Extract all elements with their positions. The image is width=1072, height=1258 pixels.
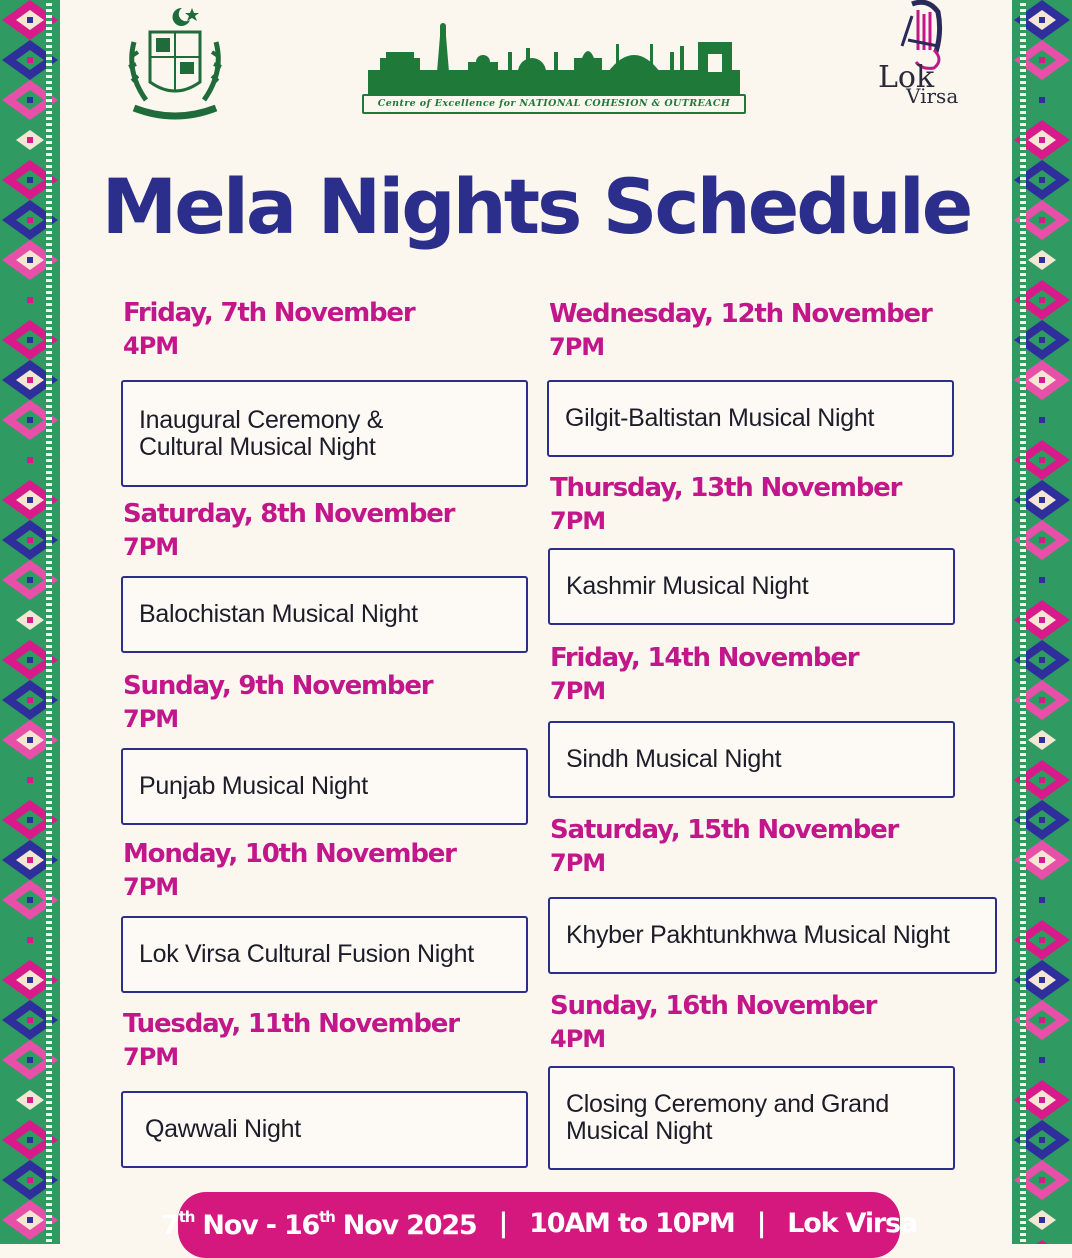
event-day: Friday, 7th November	[123, 298, 415, 328]
event-day: Monday, 10th November	[123, 839, 456, 869]
event-time: 7PM	[123, 873, 179, 901]
event-day: Friday, 14th November	[550, 643, 859, 673]
event-box: Khyber Pakhtunkhwa Musical Night	[548, 897, 997, 974]
state-emblem-logo	[120, 2, 230, 128]
schedule-item	[123, 499, 528, 653]
separator: |	[756, 1208, 766, 1239]
event-box: Kashmir Musical Night	[548, 548, 955, 625]
event-time: 7PM	[550, 507, 606, 535]
event-box	[121, 380, 528, 487]
opening-hours: 10AM to 10PM	[529, 1208, 735, 1239]
event-title-line: Closing Ceremony and Grand	[566, 1090, 889, 1118]
event-day: Saturday, 15th November	[550, 815, 899, 845]
event-time: 4PM	[550, 1025, 606, 1053]
event-title-line: Musical Night	[566, 1117, 713, 1145]
cohesion-caption: Centre of Excellence for NATIONAL COHESION & OUTREACH	[362, 94, 746, 114]
schedule-item	[550, 815, 997, 974]
event-day: Thursday, 13th November	[550, 473, 902, 503]
event-box	[548, 1066, 955, 1170]
venue: Lok Virsa	[787, 1208, 917, 1239]
schedule-item	[549, 299, 954, 457]
page-title: Mela Nights Schedule	[101, 162, 971, 251]
event-day: Wednesday, 12th November	[549, 299, 932, 329]
event-time: 7PM	[549, 333, 605, 361]
event-title-line: Inaugural Ceremony &	[139, 405, 384, 434]
lok-virsa-virsa-text: Virsa	[906, 84, 959, 108]
national-cohesion-logo	[358, 22, 750, 120]
event-time: 7PM	[123, 705, 179, 733]
event-time: 7PM	[123, 1043, 179, 1071]
event-box: Sindh Musical Night	[548, 721, 955, 798]
event-box: Qawwali Night	[121, 1091, 528, 1168]
schedule-item	[123, 671, 528, 825]
start-date: 7th Nov - 16th Nov 2025	[161, 1208, 477, 1241]
separator: |	[498, 1208, 508, 1239]
lok-virsa-lok-text: Lok	[878, 60, 935, 95]
event-time: 4PM	[123, 332, 179, 360]
event-time: 7PM	[550, 849, 606, 877]
event-box: Punjab Musical Night	[121, 748, 528, 825]
schedule-item	[550, 473, 955, 625]
event-time: 7PM	[123, 533, 179, 561]
schedule-item	[123, 1009, 528, 1167]
event-day: Saturday, 8th November	[123, 499, 455, 529]
schedule-item	[550, 643, 955, 799]
lok-virsa-logo	[872, 0, 962, 128]
event-box: Lok Virsa Cultural Fusion Night	[121, 916, 528, 993]
event-box: Gilgit-Baltistan Musical Night	[547, 380, 954, 457]
event-day: Sunday, 9th November	[123, 671, 433, 701]
event-title-line: Cultural Musical Night	[139, 432, 376, 461]
event-day: Sunday, 16th November	[550, 991, 877, 1021]
schedule-item	[550, 991, 955, 1170]
schedule-item	[123, 298, 528, 488]
event-dates-banner	[161, 1192, 917, 1258]
schedule-item	[123, 839, 528, 993]
event-box: Balochistan Musical Night	[121, 576, 528, 653]
event-day: Tuesday, 11th November	[123, 1009, 459, 1039]
event-time: 7PM	[550, 677, 606, 705]
